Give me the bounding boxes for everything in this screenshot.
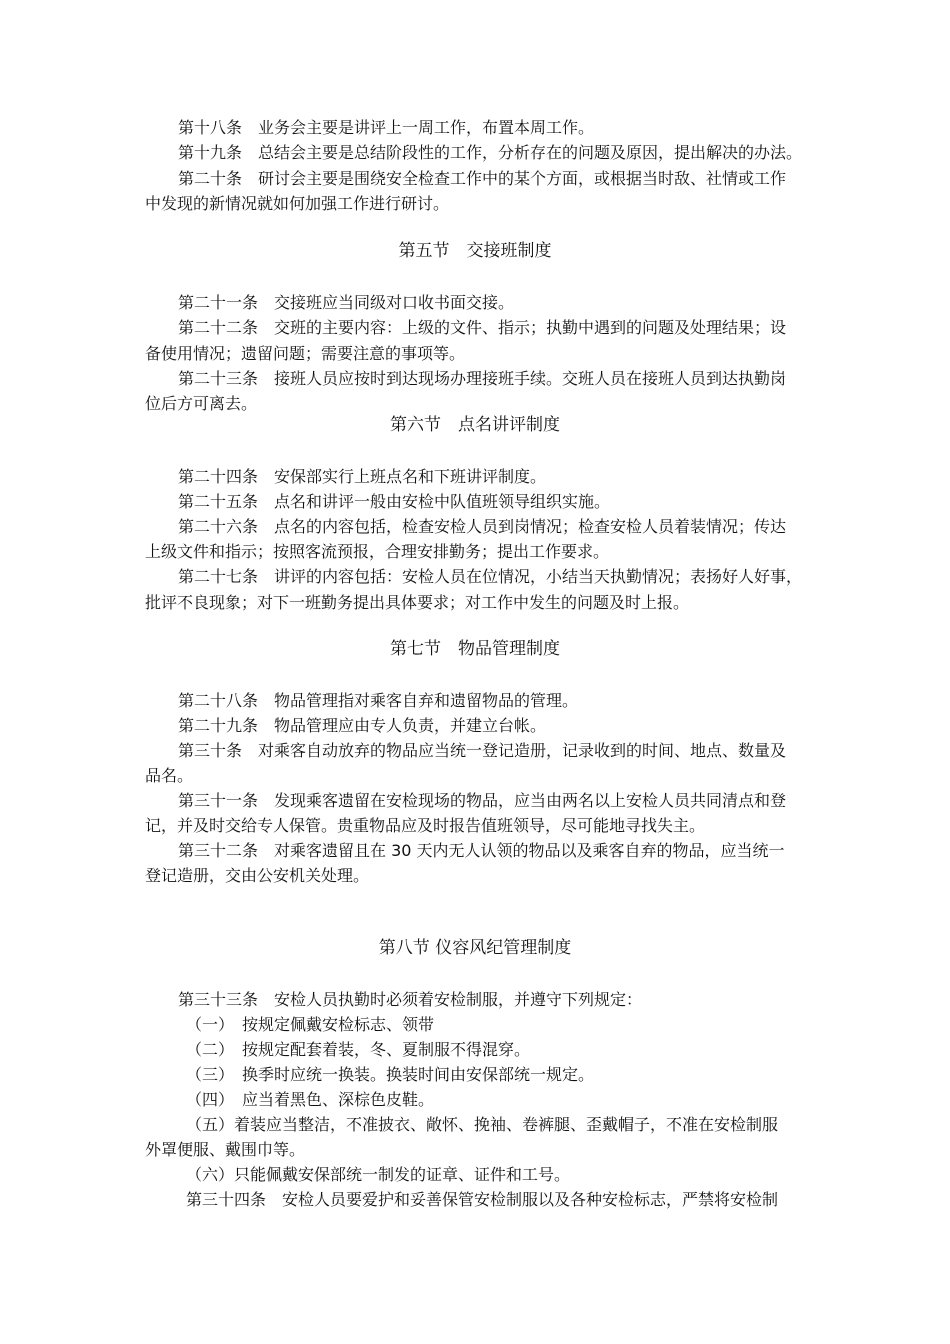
article-30-cont: 品名。 [145,766,194,785]
section-5-title: 第五节 交接班制度 [398,241,552,261]
article-29: 第二十九条 物品管理应由专人负责，并建立台帐。 [178,716,547,735]
rule-item-4: （四） 应当着黑色、深棕色皮鞋。 [186,1090,435,1109]
article-27-cont: 批评不良现象；对下一班勤务提出具体要求；对工作中发生的问题及时上报。 [145,593,690,612]
article-31-cont: 记，并及时交给专人保管。贵重物品应及时报告值班领导，尽可能地寻找失主。 [145,816,706,835]
article-22: 第二十二条 交班的主要内容：上级的文件、指示；执勤中遇到的问题及处理结果；设 [178,318,787,337]
article-25: 第二十五条 点名和讲评一般由安检中队值班领导组织实施。 [178,492,611,511]
section-8-title: 第八节 仪容风纪管理制度 [378,938,572,958]
article-30: 第三十条 对乘客自动放弃的物品应当统一登记造册，记录收到的时间、地点、数量及 [178,741,787,760]
article-20-cont: 中发现的新情况就如何加强工作进行研讨。 [145,194,450,213]
article-27: 第二十七条 讲评的内容包括：安检人员在位情况，小结当天执勤情况；表扬好人好事， [178,567,803,586]
article-18: 第十八条 业务会主要是讲评上一周工作，布置本周工作。 [178,118,595,137]
article-23-cont: 位后方可离去。 [145,394,258,413]
article-20: 第二十条 研讨会主要是围绕安全检查工作中的某个方面，或根据当时敌、社情或工作 [178,169,787,188]
article-26-cont: 上级文件和指示；按照客流预报，合理安排勤务；提出工作要求。 [145,542,610,561]
article-21: 第二十一条 交接班应当同级对口收书面交接。 [178,293,515,312]
article-32-cont: 登记造册，交由公安机关处理。 [145,866,370,885]
rule-item-6: （六）只能佩戴安保部统一制发的证章、证件和工号。 [186,1165,571,1184]
rule-item-3: （三） 换季时应统一换装。换装时间由安保部统一规定。 [186,1065,595,1084]
rule-item-2: （二） 按规定配套着装，冬、夏制服不得混穿。 [186,1040,531,1059]
article-22-cont: 备使用情况；遗留问题；需要注意的事项等。 [145,344,466,363]
article-28: 第二十八条 物品管理指对乘客自弃和遗留物品的管理。 [178,691,579,710]
rule-item-5: （五）着装应当整洁，不准披衣、敞怀、挽袖、卷裤腿、歪戴帽子，不准在安检制服 [186,1115,779,1134]
article-24: 第二十四条 安保部实行上班点名和下班讲评制度。 [178,467,547,486]
rule-item-1: （一） 按规定佩戴安检标志、领带 [186,1015,435,1034]
article-23: 第二十三条 接班人员应按时到达现场办理接班手续。交班人员在接班人员到达执勤岗 [178,369,787,388]
article-26: 第二十六条 点名的内容包括，检查安检人员到岗情况；检查安检人员着装情况；传达 [178,517,787,536]
rule-item-5-cont: 外罩便服、戴围巾等。 [145,1140,306,1159]
article-33: 第三十三条 安检人员执勤时必须着安检制服，并遵守下列规定： [178,990,643,1009]
article-34: 第三十四条 安检人员要爱护和妥善保管安检制服以及各种安检标志，严禁将安检制 [186,1190,779,1209]
section-7-title: 第七节 物品管理制度 [390,639,560,659]
article-32: 第三十二条 对乘客遗留且在 30 天内无人认领的物品以及乘客自弃的物品，应当统一 [178,841,785,860]
article-31: 第三十一条 发现乘客遗留在安检现场的物品，应当由两名以上安检人员共同清点和登 [178,791,787,810]
article-19: 第十九条 总结会主要是总结阶段性的工作，分析存在的问题及原因，提出解决的办法。 [178,143,803,162]
section-6-title: 第六节 点名讲评制度 [390,415,560,435]
